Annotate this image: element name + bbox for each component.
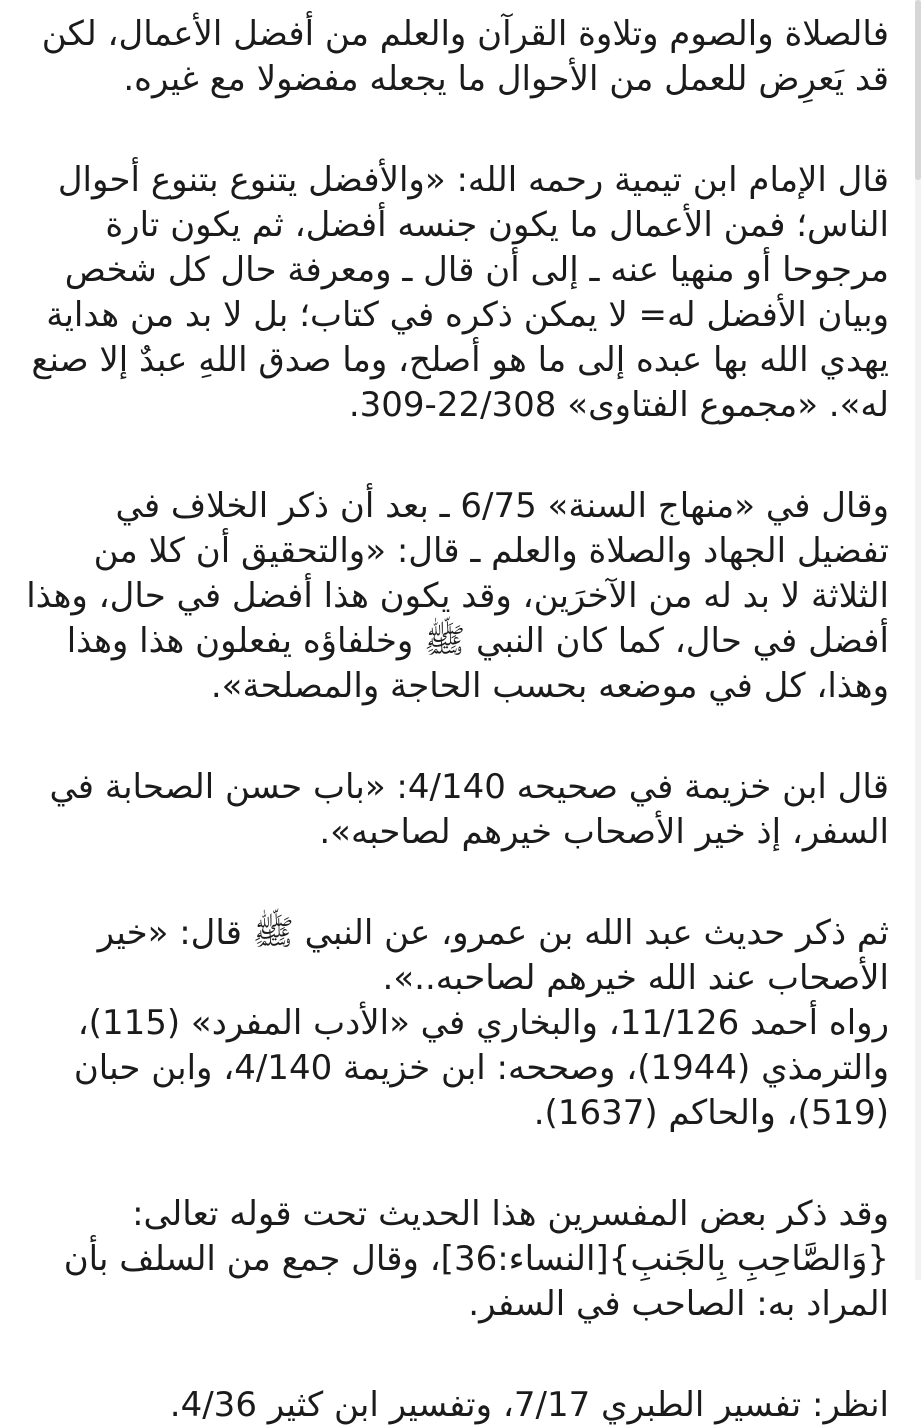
paragraph-ibn-khuzayma: قال ابن خزيمة في صحيحه 4/140: «باب حسن الصحابة في السفر، إذ خير الأصحاب خيرهم لصاحبه». <box>49 767 889 852</box>
paragraph-virtue-of-deeds: فالصلاة والصوم وتلاوة القرآن والعلم من أفضل الأعمال، لكن قد يَعرِض للعمل من الأحوال ما يجعله مفضولا مع غيره. <box>41 14 889 99</box>
paragraph-minhaj-al-sunna: وقال في «منهاج السنة» 6/75 ـ بعد أن ذكر الخلاف في تفضيل الجهاد والصلاة والعلم ـ قال: «والتحقيق أن كلا من الثلاثة لا بد له من الآخرَين، وقد يكون هذا أفضل في حال، وهذا أفضل في حال، كما كان النبي ﷺ وخلفاؤه يفعلون هذا وهذا وهذا، كل في موضعه بحسب الحاجة والمصلحة». <box>26 486 889 706</box>
paragraph-tafsir-mention: وقد ذكر بعض المفسرين هذا الحديث تحت قوله تعالى: {وَالصَّاحِبِ بِالجَنبِ}[النساء:36]، وقال جمع من السلف بأن المراد به: الصاحب في السفر. <box>63 1194 889 1324</box>
paragraph-hadith-and-takhrij: ثم ذكر حديث عبد الله بن عمرو، عن النبي ﷺ قال: «خير الأصحاب عند الله خيرهم لصاحبه..». رواه أحمد 11/126، والبخاري في «الأدب المفرد» (115)، والترمذي (1944)، وصححه: ابن خزيمة 4/140، وابن حبان (519)، والحاكم (1637). <box>73 913 889 1133</box>
paragraph-spacer <box>24 855 889 911</box>
paragraph-spacer <box>24 1136 889 1192</box>
paragraph-spacer <box>24 102 889 158</box>
paragraph-ibn-taymiyya-quote: قال الإمام ابن تيمية رحمه الله: «والأفضل يتنوع بتنوع أحوال الناس؛ فمن الأعمال ما يكون جنسه أفضل، ثم يكون تارة مرجوحا أو منهيا عنه ـ إلى أن قال ـ ومعرفة حال كل شخص وبيان الأفضل له= لا يمكن ذكره في كتاب؛ بل لا بد من هداية يهدي الله بها عبده إلى ما هو أصلح، وما صدق اللهِ عبدٌ إلا صنع له». «مجموع الفتاوى» 22/308-309. <box>31 160 889 425</box>
scrollbar-thumb[interactable] <box>915 0 921 180</box>
paragraph-references: انظر: تفسير الطبري 7/17، وتفسير ابن كثير 4/36. <box>169 1385 889 1425</box>
vertical-scrollbar[interactable] <box>915 0 921 1280</box>
paragraph-spacer <box>24 709 889 765</box>
article-text <box>24 12 889 1428</box>
paragraph-spacer <box>24 428 889 484</box>
paragraph-spacer <box>24 1327 889 1383</box>
